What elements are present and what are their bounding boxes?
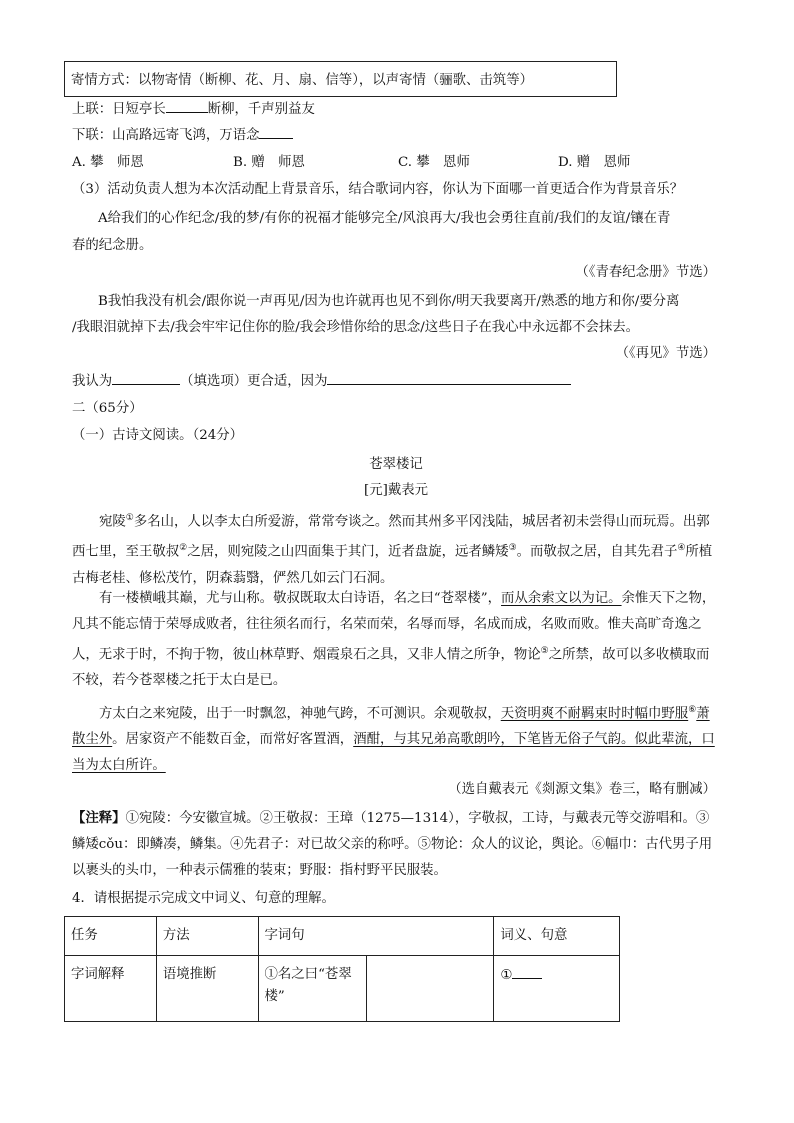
blank-lower[interactable] (259, 124, 293, 139)
option-c[interactable]: C. 攀 恩师 (398, 155, 470, 170)
note-marker: ② (179, 543, 188, 554)
header-task: 任务 (65, 917, 157, 956)
essay-title: 苍翠楼记 (369, 457, 423, 472)
underlined-sentence: 而从余索文以为记。 (501, 591, 622, 606)
method-box (64, 61, 617, 97)
question-4: 4．请根据提示完成文中词义、句意的理解。 (72, 891, 335, 906)
blank-upper[interactable] (166, 98, 208, 113)
box-text: 寄情方式：以物寄情（断柳、花、月、扇、信等），以声寄情（骊歌、击筑等） (71, 73, 533, 88)
underlined-phrase: 萧散尘外 (72, 706, 710, 748)
note-marker: ④ (677, 543, 686, 554)
question-3: （3）活动负责人想为本次活动配上背景音乐，结合歌词内容，你认为下面哪一首更适合作为背景音乐？ (72, 182, 684, 197)
song-a-source: （《青春纪念册》节选） (575, 265, 716, 280)
song-a-line1: A给我们的心作纪念/我的梦/有你的祝福才能够完全/风浪再大/我也会勇往直前/我们的友谊/镶在青 (98, 211, 671, 226)
essay-paragraph-2: 有一楼横峨其巅，尤与山称。敬叔既取太白诗语，名之曰“苍翠楼”，而从余索文以为记。余惟天下之物，凡其不能忘情于荣辱成败者，往往须名而行，名荣而荣，名辱而辱，名成而成，名败而败。惟夫高旷奇逸之人，无求于时，不拘于物，彼山林草野、烟霞泉石之具，又非人情之所争，物论⑤之所禁，故可以多收横取而不较，若今苍翠楼之托于太白是已。 (72, 591, 716, 689)
option-b[interactable]: B. 赠 师恩 (233, 155, 305, 170)
note-marker: ① (125, 513, 134, 523)
couplet-upper: 上联：日短亭长 断柳，千声别益友 (72, 97, 315, 123)
cell-method: 语境推断 (156, 956, 258, 1022)
essay-paragraph-3: 方太白之来宛陵，出于一时飘忽，神驰气跨，不可测识。余观敬叔，天资明爽不耐羁束时时幅巾野服⑥萧散尘外。居家资产不能数百金，而常好客置酒，酒酣，与其兄弟高歌朗吟，下笔皆无俗子气韵。似此辈流，口当为太白所许。 (72, 705, 715, 774)
option-d[interactable]: D. 赠 恩师 (558, 155, 631, 170)
underlined-sentence: 酒酣，与其兄弟高歌朗吟，下笔皆无俗子气韵。似此辈流，口当为太白所许。 (72, 732, 715, 774)
cell-words: ①名之曰“苍翠楼” (258, 956, 366, 1022)
table-header-row (65, 917, 620, 956)
annotations: 【注释】①宛陵：今安徽宣城。②王敬叔：王璋（1275—1314），字敬叔，工诗，与戴表元等交游唱和。③鳞矮cǒu：即鳞凑，鳞集。④先君子：对已故父亲的称呼。⑤物论：众人的议论，舆论。⑥幅巾：古代男子用以裹头的头巾，一种表示儒雅的装束；野服：指村野平民服装。 (72, 810, 713, 878)
table-row (65, 956, 620, 1022)
meaning-blank[interactable] (512, 964, 542, 979)
note-marker: ③ (508, 543, 517, 554)
answer-line: 我认为 （填选项）更合适，因为 (72, 369, 571, 395)
song-b-line1: B我怕我没有机会/跟你说一声再见/因为也许就再也见不到你/明天我要离开/熟悉的地方和你/要分离 (98, 294, 680, 309)
cell-empty (366, 956, 494, 1022)
note-marker: ⑥ (688, 705, 697, 715)
header-words: 字词句 (258, 917, 494, 956)
section-2-1-heading: （一）古诗文阅读。（24分） (72, 428, 244, 443)
section-2-heading: 二（65分） (72, 401, 143, 416)
song-b-line2: /我眼泪就掉下去/我会牢牢记住你的脸/我会珍惜你给的思念/这些日子在我心中永远都不会抹去。 (72, 320, 640, 335)
underlined-sentence: 天资明爽不耐羁束时时幅巾野服 (500, 706, 689, 722)
cell-meaning: ① (494, 956, 620, 1022)
song-b-source: （《再见》节选） (615, 346, 716, 361)
cell-task: 字词解释 (65, 956, 157, 1022)
essay-author: [元]戴表元 (363, 483, 428, 498)
essay-paragraph-1: 宛陵①多名山，人以李太白所爱游，常常夸谈之。然而其州多平冈浅陆，城居者初未尝得山而玩焉。出郭西七里，至王敬叔②之居，则宛陵之山四面集于其门，近者盘旋，远者鳞矮③。而敬叔之居，自其先君子④所植古梅老桂、修松茂竹，阴森蓊翳，俨然几如云门石洞。 (72, 513, 713, 586)
task-table (64, 916, 620, 1022)
header-method: 方法 (156, 917, 258, 956)
note-marker: ⑤ (540, 646, 549, 656)
song-a-line2: 春的纪念册。 (72, 238, 153, 253)
answer-option-blank[interactable] (112, 370, 180, 385)
header-meaning: 词义、句意 (494, 917, 620, 956)
couplet-lower: 下联：山高路远寄飞鸿，万语念 (72, 123, 293, 149)
option-a[interactable]: A. 攀 师恩 (72, 155, 144, 170)
answer-reason-blank[interactable] (327, 370, 571, 385)
essay-source: （选自戴表元《剡源文集》卷三，略有删减） (448, 782, 716, 797)
